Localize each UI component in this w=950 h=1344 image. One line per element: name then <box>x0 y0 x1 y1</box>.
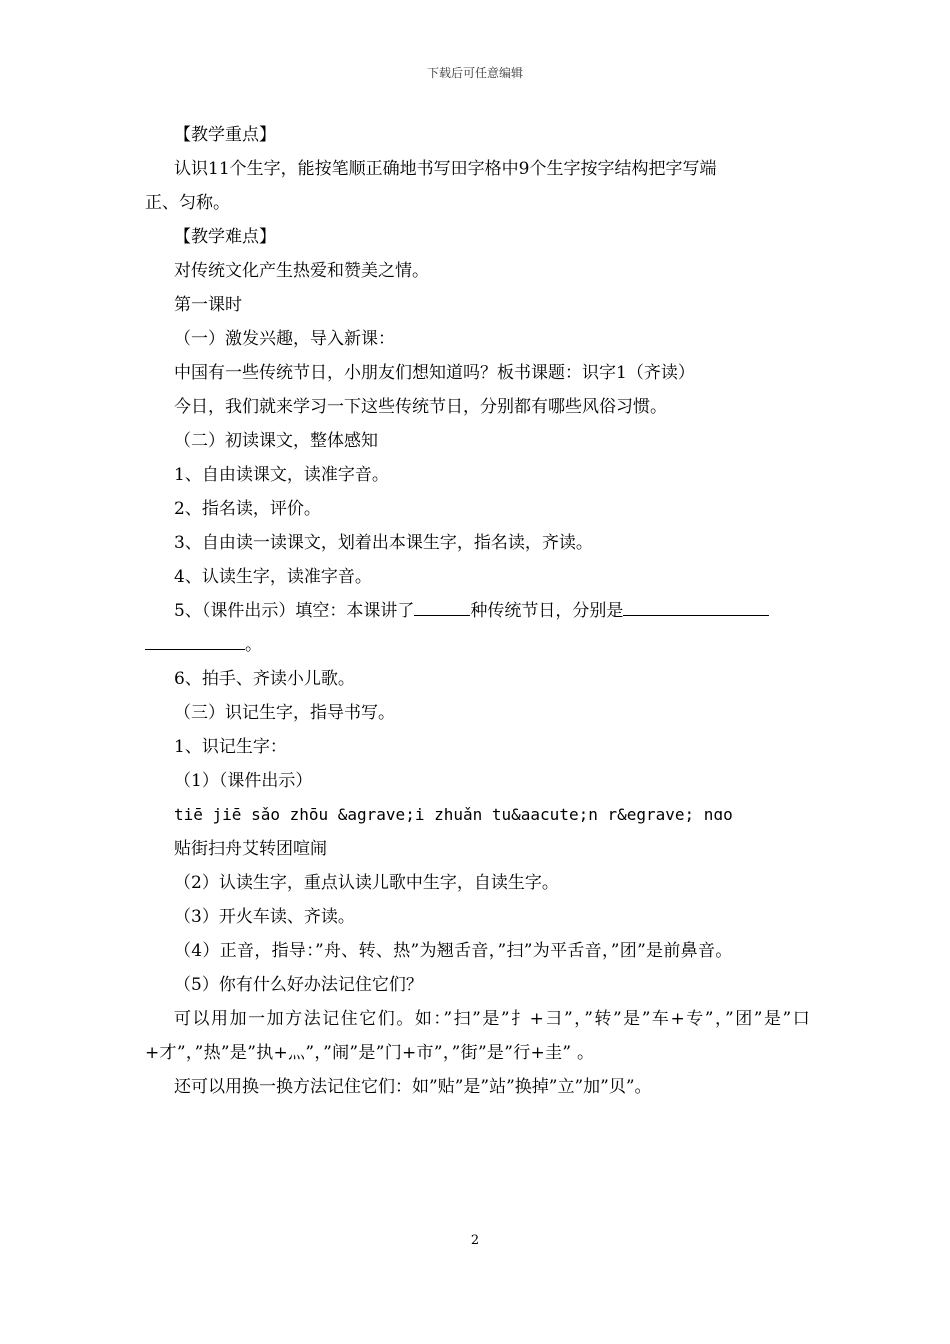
step-5-text-b: 种传统节日，分别是 <box>470 601 624 621</box>
step-2: 2、指名读，评价。 <box>174 499 321 519</box>
fill-blank-names-cont <box>145 629 245 650</box>
fill-blank-names <box>623 595 769 616</box>
paragraph-key-points-1: 认识11个生字，能按笔顺正确地书写田字格中9个生字按字结构把字写端 <box>174 159 717 179</box>
step-5-end: 。 <box>245 635 262 655</box>
substep-1-4: （4）正音，指导：”舟、转、热”为翘舌音，”扫”为平舌音，”团”是前鼻音。 <box>174 941 733 961</box>
paragraph-key-points-2: 正、匀称。 <box>145 193 230 213</box>
paragraph-intro-2: 今日，我们就来学习一下这些传统节日，分别都有哪些风俗习惯。 <box>174 397 667 417</box>
page-number: 2 <box>470 1233 480 1248</box>
paragraph-intro-1: 中国有一些传统节日，小朋友们想知道吗？板书课题：识字1（齐读） <box>174 363 695 383</box>
substep-1-3: （3）开火车读、齐读。 <box>174 907 355 927</box>
lesson-title: 第一课时 <box>174 295 242 315</box>
page-header: 下载后可任意编辑 <box>426 66 523 80</box>
step-1: 1、自由读课文，读准字音。 <box>174 465 389 485</box>
pinyin-line: tiē jiē sǎo zhōu &agrave;i zhuǎn tu&aacute;n r&egrave; nɑo <box>174 805 733 824</box>
substep-1-5: （5）你有什么好办法记住它们？ <box>174 975 423 995</box>
paragraph-swap-method: 还可以用换一换方法记住它们：如”贴”是”站”换掉”立”加”贝”。 <box>174 1077 652 1097</box>
step-3: 3、自由读一读课文，划着出本课生字，指名读，齐读。 <box>174 533 593 553</box>
substep-1-1: （1）（课件出示） <box>174 771 313 791</box>
heading-key-points: 【教学重点】 <box>174 125 276 145</box>
step-5-text-a: 5、（课件出示）填空：本课讲了 <box>174 601 415 621</box>
step-6: 6、拍手、齐读小儿歌。 <box>174 669 355 689</box>
document-body <box>145 118 810 1104</box>
section-three-heading: （三）识记生字，指导书写。 <box>174 703 395 723</box>
step-5-continued <box>145 628 810 662</box>
characters-line: 贴街扫舟艾转团喧闹 <box>174 839 327 859</box>
substep-1: 1、识记生字： <box>174 737 287 757</box>
heading-difficult-points: 【教学难点】 <box>174 227 276 247</box>
substep-1-2: （2）认读生字，重点认读儿歌中生字，自读生字。 <box>174 873 559 893</box>
fill-blank-count <box>414 595 470 616</box>
paragraph-add-method: 可以用加一加方法记住它们。如：”扫”是”扌+彐”，”转”是”车+专”，”团”是”口+才”，”热”是”执+灬”，”闹”是”门+市”，”街”是”行+圭” 。 <box>145 1009 810 1063</box>
section-two-heading: （二）初读课文，整体感知 <box>174 431 378 451</box>
step-4: 4、认读生字，读准字音。 <box>174 567 372 587</box>
section-one-heading: （一）激发兴趣，导入新课： <box>174 329 395 349</box>
step-5 <box>145 594 810 628</box>
paragraph-difficult-points: 对传统文化产生热爱和赞美之情。 <box>174 261 429 281</box>
